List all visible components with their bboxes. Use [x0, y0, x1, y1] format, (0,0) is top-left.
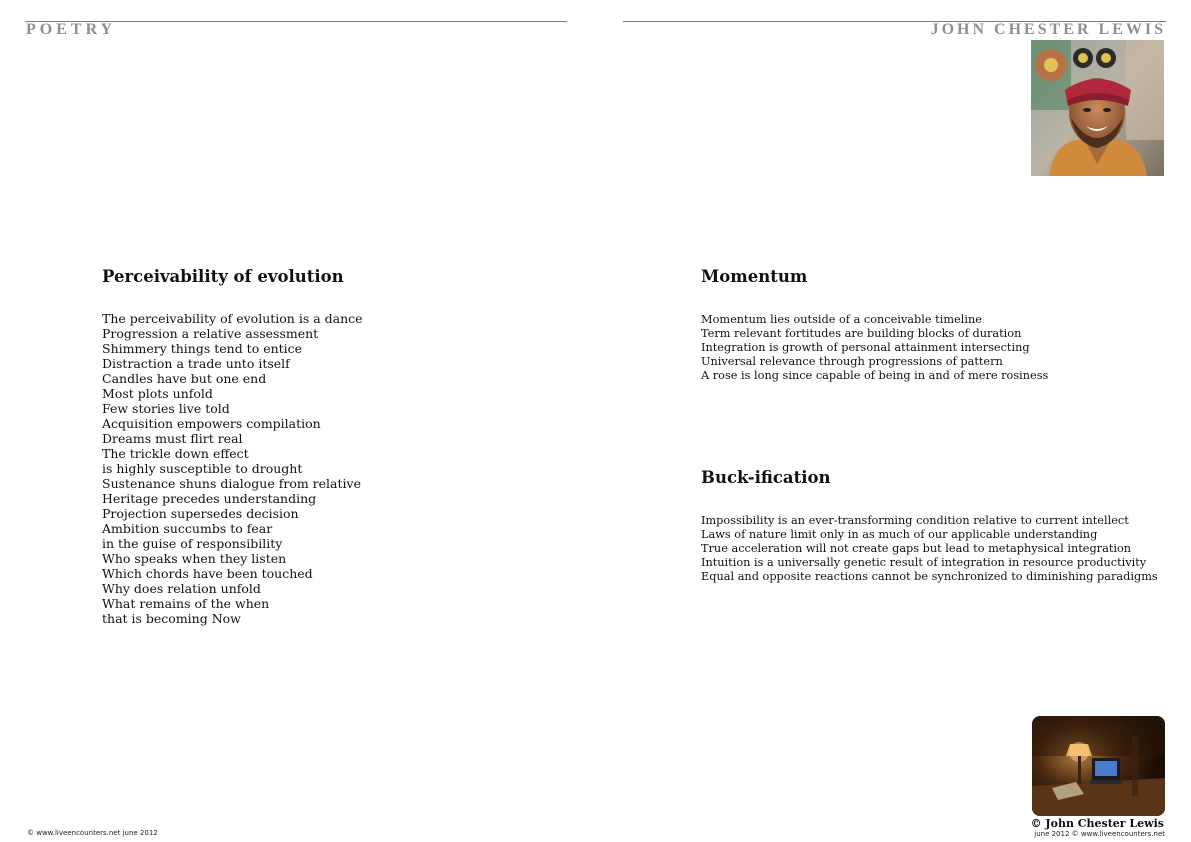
poem-line: Sustenance shuns dialogue from relative: [102, 476, 361, 491]
poem-line: Why does relation unfold: [102, 581, 261, 596]
poem-title-perceivability: Perceivability of evolution: [102, 267, 344, 286]
poem-line: Integration is growth of personal attainment intersecting: [701, 341, 1030, 354]
poem-line: Laws of nature limit only in as much of our applicable understanding: [701, 528, 1098, 541]
poem-line: in the guise of responsibility: [102, 536, 283, 551]
poem-line: Acquisition empowers compilation: [102, 416, 321, 431]
poem-line: Intuition is a universally genetic result of integration in resource productivity: [701, 556, 1147, 569]
poem-line: Shimmery things tend to entice: [102, 341, 303, 356]
poem-lines-perceivability: [102, 311, 363, 626]
poem-line: Heritage precedes understanding: [102, 491, 317, 506]
poem-line: The perceivability of evolution is a dance: [102, 311, 363, 326]
poem-line: Most plots unfold: [102, 386, 213, 401]
poem-line: Momentum lies outside of a conceivable timeline: [701, 313, 982, 326]
poem-lines-buck-ification: [701, 514, 1158, 584]
poem-lines-momentum: [701, 313, 1048, 383]
poem-line: Progression a relative assessment: [102, 326, 319, 341]
poem-line: Candles have but one end: [102, 371, 267, 386]
poem-line: Distraction a trade unto itself: [102, 356, 290, 371]
poem-line: The trickle down effect: [102, 446, 249, 461]
photo-credit: © John Chester Lewis: [1030, 817, 1164, 830]
footer-website-left: © www.liveencounters.net june 2012: [27, 829, 158, 837]
poem-line: Dreams must flirt real: [102, 431, 243, 446]
author-portrait-image: [1031, 40, 1164, 176]
poem-line: Equal and opposite reactions cannot be synchronized to diminishing paradigms: [701, 570, 1158, 583]
poem-line: is highly susceptible to drought: [102, 461, 303, 476]
poem-line: Who speaks when they listen: [102, 551, 287, 566]
portrait-photo-icon: [1031, 40, 1164, 176]
poem-line: Few stories live told: [102, 401, 230, 416]
poem-line: A rose is long since capable of being in and of mere rosiness: [701, 369, 1049, 382]
desk-lamp-photo-icon: [1032, 716, 1165, 816]
poem-line: True acceleration will not create gaps but lead to metaphysical integration: [701, 542, 1132, 555]
poem-line: Term relevant fortitudes are building blocks of duration: [701, 327, 1022, 340]
poem-line: that is becoming Now: [102, 611, 241, 626]
footer-website-right: june 2012 © www.liveencounters.net: [1034, 830, 1165, 838]
poem-line: What remains of the when: [102, 596, 270, 611]
poem-line: Ambition succumbs to fear: [102, 521, 273, 536]
poem-title-momentum: Momentum: [701, 267, 808, 286]
poem-line: Universal relevance through progressions of pattern: [701, 355, 1003, 368]
poem-title-buck-ification: Buck-ification: [701, 468, 831, 487]
desk-lamp-image: [1032, 716, 1165, 816]
author-name-header: JOHN CHESTER LEWIS: [930, 21, 1166, 38]
poem-line: Projection supersedes decision: [102, 506, 299, 521]
poem-line: Which chords have been touched: [102, 566, 313, 581]
poem-line: Impossibility is an ever-transforming condition relative to current intellect: [701, 514, 1129, 527]
section-label: POETRY: [26, 21, 117, 38]
